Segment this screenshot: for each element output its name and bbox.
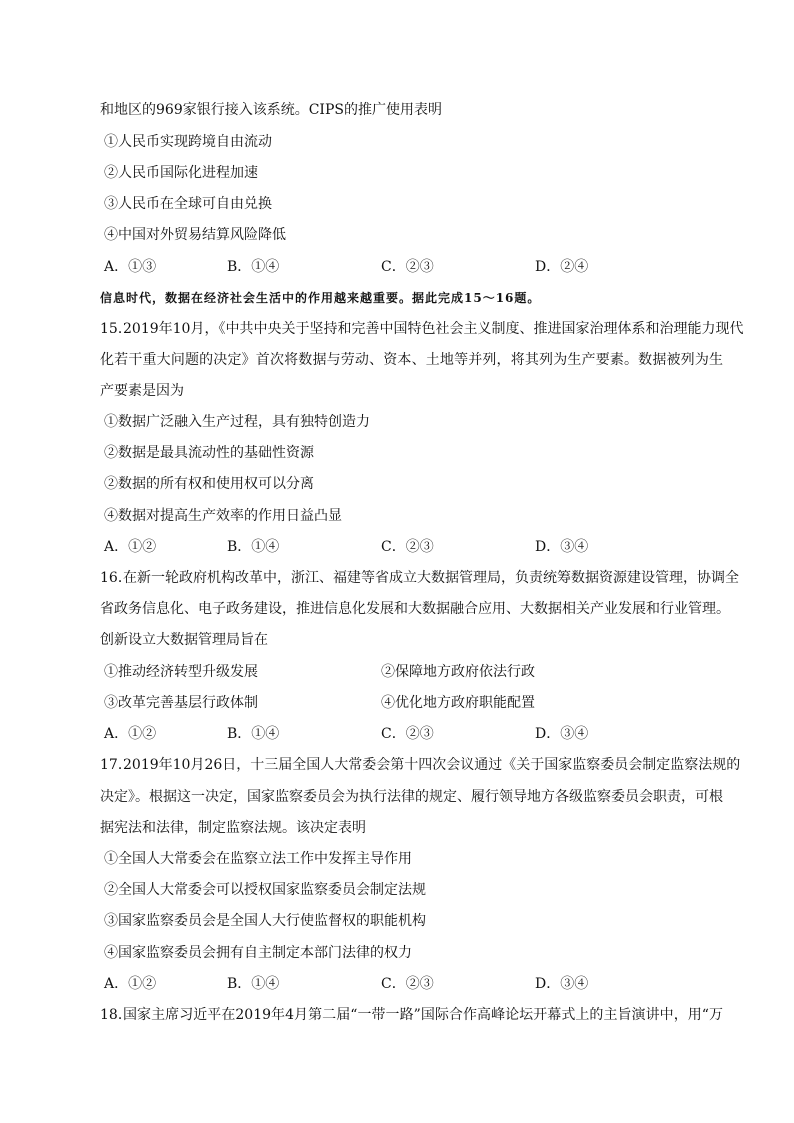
q15-line-3: 产要素是因为 (100, 383, 184, 399)
q15-line-2: 化若干重大问题的决定》首次将数据与劳动、资本、土地等并列，将其列为生产要素。数据被列为生 (100, 352, 723, 368)
q16-line-3: 创新设立大数据管理局旨在 (100, 632, 268, 648)
q14-statement-1: ①人民币实现跨境自由流动 (104, 134, 272, 150)
q15-statement-2: ②数据是最具流动性的基础性资源 (104, 445, 314, 461)
q14-continued-text: 和地区的969家银行接入该系统。CIPS的推广使用表明 (100, 102, 442, 118)
q17-choice-b: B．①④ (227, 976, 280, 992)
q15-choice-d: D．③④ (535, 539, 589, 555)
q17-statement-4: ④国家监察委员会拥有自主制定本部门法律的权力 (104, 945, 412, 961)
q16-number: 16． (100, 570, 132, 586)
q14-statement-3: ③人民币在全球可自由兑换 (104, 196, 272, 212)
q17-statement-1: ①全国人大常委会在监察立法工作中发挥主导作用 (104, 851, 412, 867)
q15-statement-4: ④数据对提高生产效率的作用日益凸显 (104, 508, 342, 524)
q14-choice-c: C．②③ (381, 259, 434, 275)
q14-choice-a: A．①③ (104, 259, 157, 275)
q17-line-2: 决定》。根据这一决定，国家监察委员会为执行法律的规定、履行领导地方各级监察委员会职责，可根 (100, 789, 723, 805)
q15-line-1: 2019年10月，《中共中央关于坚持和完善中国特色社会主义制度、推进国家治理体系和治理能力现代 (123, 321, 744, 337)
q16-line-1: 在新一轮政府机构改革中，浙江、福建等省成立大数据管理局，负责统筹数据资源建设管理，协调全 (123, 570, 739, 586)
q14-statement-2: ②人民币国际化进程加速 (104, 165, 258, 181)
q17-choice-a: A．①② (104, 976, 157, 992)
q14-choice-d: D．②④ (535, 259, 589, 275)
q17-number: 17． (100, 757, 132, 773)
section-intro: 信息时代，数据在经济社会生活中的作用越来越重要。据此完成15～16题。 (100, 291, 541, 305)
q16-choice-c: C．②③ (381, 726, 434, 742)
q18-number: 18． (100, 1007, 132, 1023)
q18-line-1: 国家主席习近平在2019年4月第二届“一带一路”国际合作高峰论坛开幕式上的主旨演讲中，用“万 (123, 1007, 723, 1023)
q17-choice-d: D．③④ (535, 976, 589, 992)
q17-line-3: 据宪法和法律，制定监察法规。该决定表明 (100, 820, 366, 836)
q17-statement-2: ②全国人大常委会可以授权国家监察委员会制定法规 (104, 882, 426, 898)
q16-choice-d: D．③④ (535, 726, 589, 742)
q16-statement-1: ①推动经济转型升级发展 (104, 664, 258, 680)
q15-choice-a: A．①② (104, 539, 157, 555)
q14-statement-4: ④中国对外贸易结算风险降低 (104, 227, 286, 243)
q15-statement-3: ②数据的所有权和使用权可以分离 (104, 476, 314, 492)
q14-choice-b: B．①④ (227, 259, 280, 275)
q15-statement-1: ①数据广泛融入生产过程，具有独特创造力 (104, 414, 370, 430)
q15-choice-c: C．②③ (381, 539, 434, 555)
q16-choice-b: B．①④ (227, 726, 280, 742)
q17-line-1: 2019年10月26日，十三届全国人大常委会第十四次会议通过《关于国家监察委员会制定监察法规的 (123, 757, 741, 773)
q16-statement-2: ②保障地方政府依法行政 (381, 664, 535, 680)
q17-statement-3: ③国家监察委员会是全国人大行使监督权的职能机构 (104, 913, 426, 929)
q15-number: 15． (100, 321, 132, 337)
q15-choice-b: B．①④ (227, 539, 280, 555)
q16-statement-4: ④优化地方政府职能配置 (381, 695, 535, 711)
q16-statement-3: ③改革完善基层行政体制 (104, 695, 258, 711)
q16-line-2: 省政务信息化、电子政务建设，推进信息化发展和大数据融合应用、大数据相关产业发展和行业管理。 (100, 601, 730, 617)
q16-choice-a: A．①② (104, 726, 157, 742)
q17-choice-c: C．②③ (381, 976, 434, 992)
